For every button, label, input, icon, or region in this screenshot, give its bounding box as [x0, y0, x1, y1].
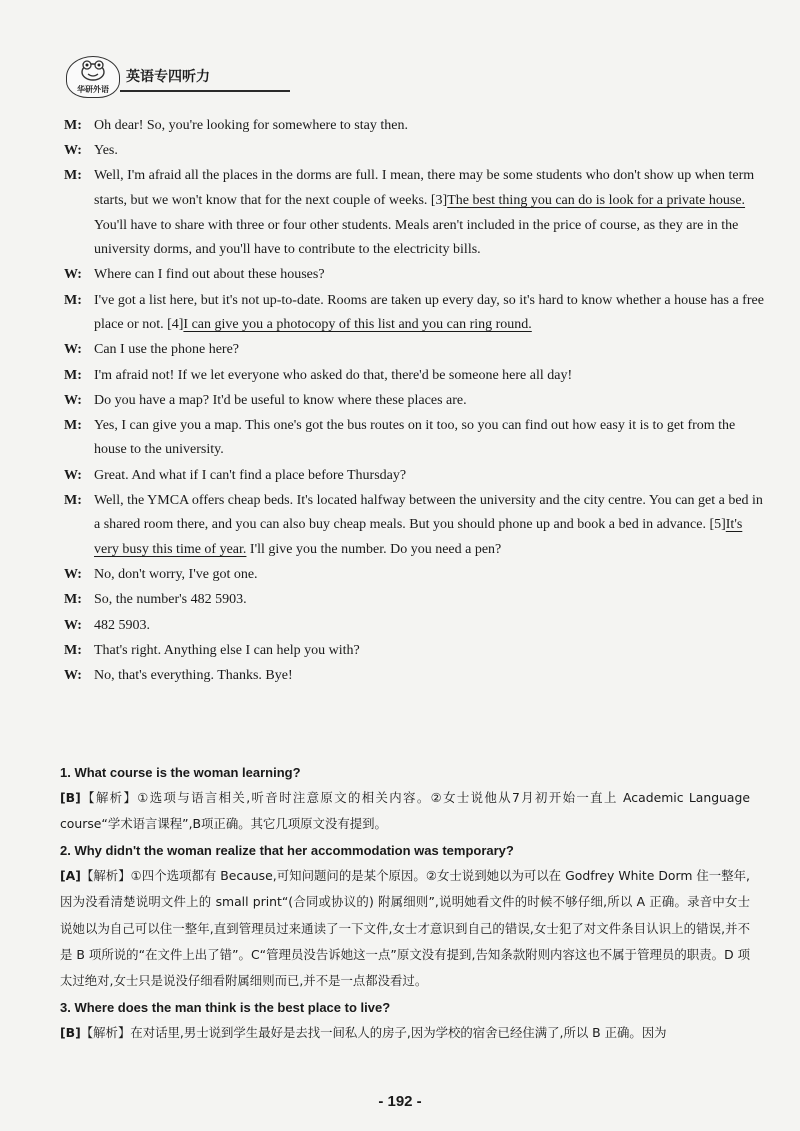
utterance [94, 592, 247, 607]
dialogue-line [64, 464, 764, 489]
speaker-label: M: [64, 118, 82, 133]
question-text: 1. What course is the woman learning? [60, 765, 301, 780]
dialogue-line [64, 563, 764, 588]
speaker-label: W: [64, 667, 82, 683]
dialogue-transcript [64, 114, 764, 689]
utterance-text: Where can I find out about these houses? [94, 267, 325, 283]
utterance-text: I've got a list here, but it's not up-to-date. Rooms are taken up every day, so it's hard to know whether a house has a free place or not. [4] [94, 292, 764, 333]
utterance [94, 567, 258, 582]
utterance-text: So, the number's 482 5903. [94, 592, 247, 608]
utterance-text: Yes. [94, 143, 118, 159]
page-number: - 192 - [378, 1093, 422, 1110]
utterance [94, 643, 360, 658]
speaker-label: W: [64, 617, 82, 633]
publisher-logo [66, 56, 120, 98]
utterance [94, 418, 735, 458]
utterance [94, 143, 118, 158]
utterance [94, 493, 763, 557]
answer-key: [B] [60, 1024, 81, 1040]
underlined-answer-clue: The best thing you can do is look for a private house. [447, 192, 746, 208]
utterance-text: Do you have a map? It'd be useful to know where these places are. [94, 392, 467, 408]
dialogue-line [64, 588, 764, 613]
question-text: 2. Why didn't the woman realize that her accommodation was temporary? [60, 842, 514, 858]
answer-key: [B] [60, 790, 81, 805]
utterance [94, 618, 150, 633]
book-title: 英语专四听力 [126, 69, 210, 85]
dialogue-line [64, 489, 764, 563]
speaker-label: W: [64, 467, 82, 483]
speaker-label: W: [64, 567, 82, 583]
utterance [94, 668, 293, 683]
answer-analysis [60, 785, 750, 838]
utterance-text: Yes, I can give you a map. This one's got the bus routes on it too, so you can find out how easy it is to get from the house to the university. [94, 417, 736, 458]
dialogue-line [64, 139, 764, 164]
utterance-text: You'll have to share with three or four other students. Meals aren't included in the price of course, as they are in the university dorms, and you'll have to contribute to the electricity bills. [94, 217, 739, 258]
dialogue-line [64, 389, 764, 414]
utterance [94, 168, 754, 257]
utterance-text: I'll give you the number. Do you need a pen? [246, 542, 502, 558]
utterance-text: 482 5903. [94, 617, 150, 633]
answer-key: [A] [60, 867, 81, 883]
questions-section [60, 760, 750, 1046]
underlined-answer-clue: It's very busy this time of year. [94, 517, 743, 558]
utterance-text: Well, I'm afraid all the places in the dorms are full. I mean, there may be some students who don't show up when term starts, but we won't know that for the next couple of weeks. [3] [94, 168, 755, 208]
page-header [58, 52, 758, 102]
dialogue-line [64, 614, 764, 639]
answer-analysis [60, 1020, 750, 1046]
utterance [94, 293, 764, 333]
utterance [94, 368, 572, 383]
utterance-text: No, don't worry, I've got one. [94, 567, 258, 583]
speaker-label: M: [64, 292, 82, 308]
header-divider [120, 90, 290, 92]
speaker-label: M: [64, 367, 82, 383]
analysis-text: 【解析】①选项与语言相关,听音时注意原文的相关内容。②女士说他从7月初开始一直上 Academic Language course“学术语言课程”,B项正确。其它几项原文没有提到。 [60, 790, 750, 832]
dialogue-line [64, 664, 764, 689]
logo-text: 华研外语 [77, 85, 109, 94]
utterance-text: Great. And what if I can't find a place before Thursday? [94, 467, 407, 483]
speaker-label: W: [64, 267, 82, 283]
speaker-label: W: [64, 392, 82, 408]
utterance [94, 118, 408, 133]
speaker-label: M: [64, 417, 82, 433]
question-text: 3. Where does the man think is the best place to live? [60, 999, 391, 1015]
answer-analysis [60, 863, 750, 995]
utterance [94, 393, 467, 408]
speaker-label: W: [64, 143, 82, 159]
utterance-text: No, that's everything. Thanks. Bye! [94, 667, 293, 683]
utterance-text: That's right. Anything else I can help you with? [94, 642, 360, 658]
utterance-text: Oh dear! So, you're looking for somewhere to stay then. [94, 118, 408, 133]
frog-mascot-icon [79, 59, 107, 81]
speaker-label: W: [64, 342, 82, 358]
analysis-text: 【解析】在对话里,男士说到学生最好是去找一间私人的房子,因为学校的宿舍已经住满了,所以 B 正确。因为 [80, 1024, 667, 1040]
dialogue-line [64, 114, 764, 139]
utterance-text: Can I use the phone here? [94, 342, 239, 358]
utterance [94, 468, 406, 483]
analysis-text: 【解析】①四个选项都有 Because,可知问题问的是某个原因。②女士说到她以为可以在 Godfrey White Dorm 住一整年,因为没看清楚说明文件上的 small print“(合同或协议的) 附属细则”,说明她看文件的时候不够仔细,所以 A 正确。录音中女士说她以为自己可以住一整年,直到管理员过来通读了一下文件,女士才意识到自己的错误,女士犯了对文件条目认识上的错误,并不是 B 项所说的“在文件上出了错”。C“管理员没告诉她这一点”原文没有提到,告知条款附则内容这也不属于管理员的职责。D 项太过绝对,女士只是说没仔细看附属细则而已,并不是一点都没看过。 [60, 867, 750, 989]
utterance [94, 267, 325, 282]
speaker-label: M: [64, 642, 82, 658]
dialogue-line [64, 639, 764, 664]
dialogue-line [64, 164, 764, 262]
dialogue-line [64, 364, 764, 389]
utterance [94, 342, 239, 357]
speaker-label: M: [64, 592, 82, 608]
dialogue-line [64, 338, 764, 363]
speaker-label: M: [64, 492, 82, 508]
dialogue-line [64, 263, 764, 288]
underlined-answer-clue: I can give you a photocopy of this list and you can ring round. [183, 317, 532, 333]
dialogue-line [64, 289, 764, 338]
utterance-text: Well, the YMCA offers cheap beds. It's located halfway between the university and the city centre. You can get a bed in a shared room there, and you can also buy cheap meals. But you should phone up and book a bed in advance. [5] [94, 492, 763, 533]
utterance-text: I'm afraid not! If we let everyone who asked do that, there'd be someone here all day! [94, 367, 573, 383]
dialogue-line [64, 414, 764, 463]
speaker-label: M: [64, 168, 82, 184]
